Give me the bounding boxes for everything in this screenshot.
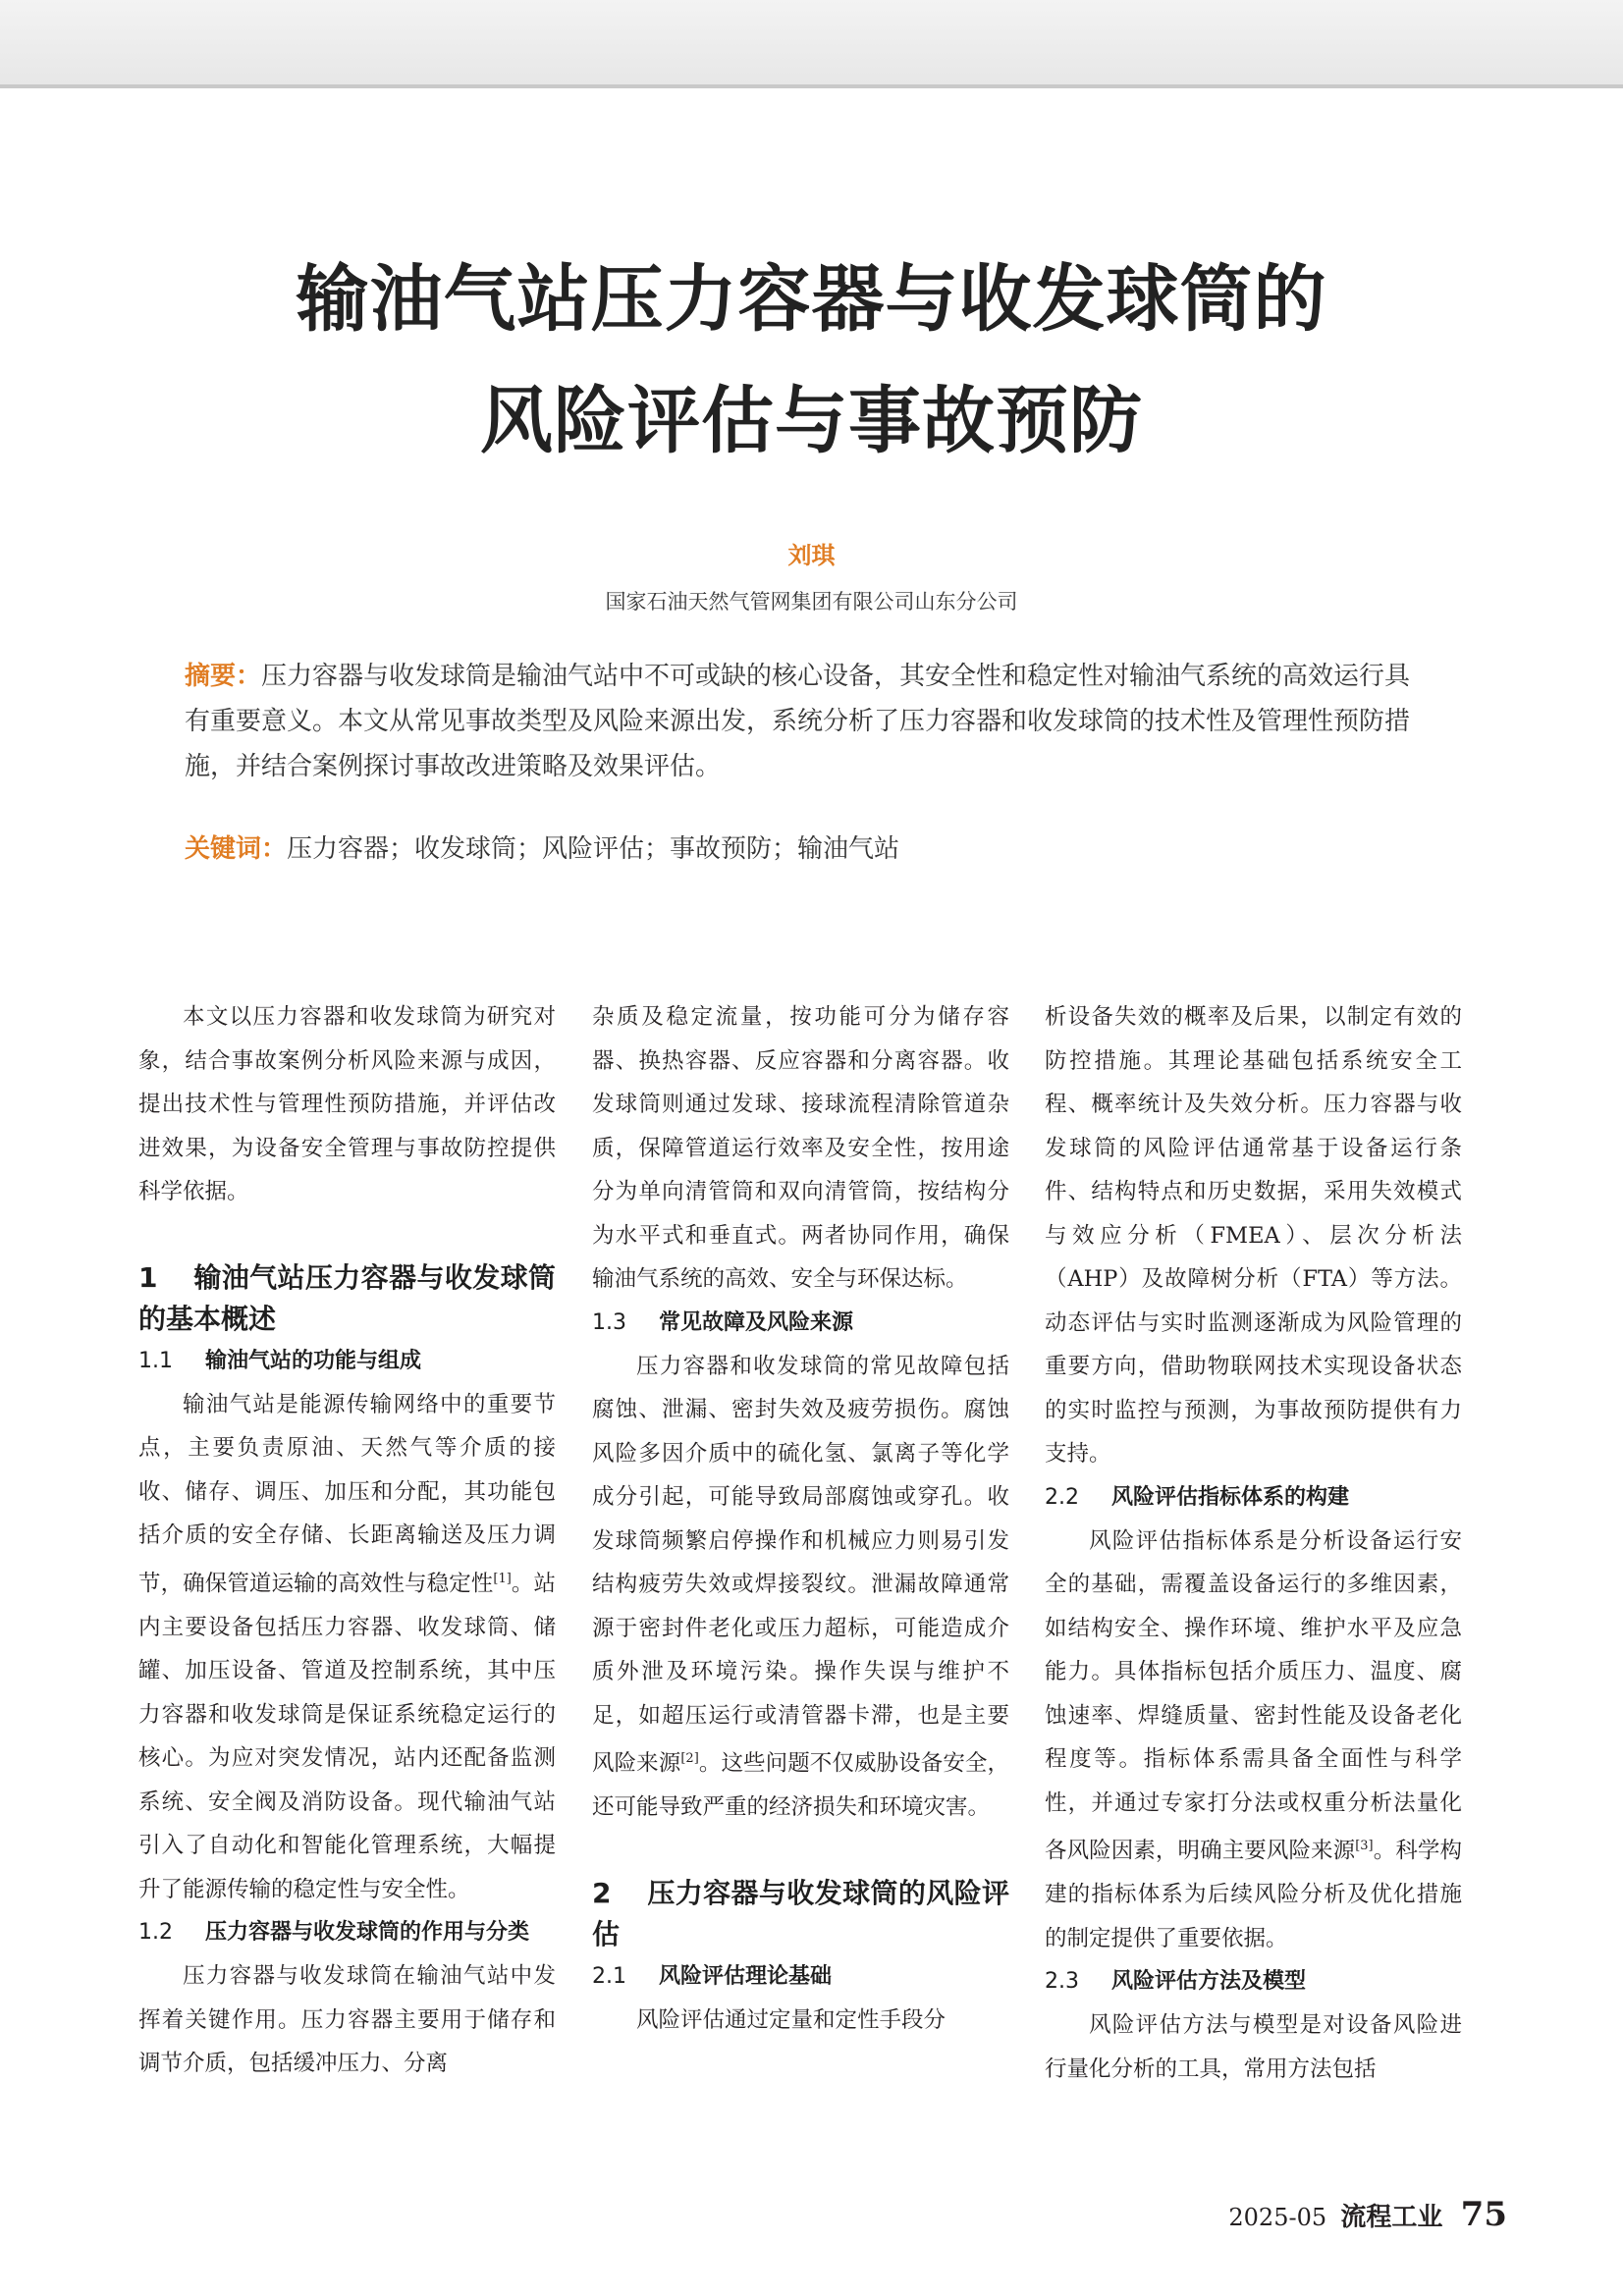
subsection-number: 2.3 (1045, 1969, 1079, 1994)
subsection-title: 输油气站的功能与组成 (205, 1348, 422, 1373)
section-1-heading (138, 1257, 556, 1340)
subsection-number: 2.2 (1045, 1484, 1079, 1510)
citation-ref: [2] (680, 1751, 699, 1766)
section-number: 2 (592, 1876, 612, 1909)
subsection-title: 压力容器与收发球筒的作用与分类 (205, 1920, 530, 1945)
body-column-3 (1045, 995, 1462, 2091)
paragraph-2-1-continued: 析设备失效的概率及后果，以制定有效的防控措施。其理论基础包括系统安全工程、概率统计及失效分析。压力容器与收发球筒的风险评估通常基于设备运行条件、结构特点和历史数据，采用失效模式与效应分析（FMEA）、层次分析法（AHP）及故障树分析（FTA）等方法。动态评估与实时监测逐渐成为风险管理的重要方向，借助物联网技术实现设备状态的实时监控与预测，为事故预防提供有力支持。 (1045, 1004, 1462, 1467)
subsection-number: 2.1 (592, 1963, 626, 1989)
article-title-line-1: 输油气站压力容器与收发球筒的 (296, 257, 1327, 342)
paragraph-text: 。站内主要设备包括压力容器、收发球筒、储罐、加压设备、管道及控制系统，其中压力容器和收发球筒是保证系统稳定运行的核心。为应对突发情况，站内还配备监测系统、安全阀及消防设备。现代输油气站引入了自动化和智能化管理系统，大幅提升了能源传输的稳定性与安全性。 (138, 1571, 556, 1902)
issue-date: 2025-05 (1228, 2204, 1327, 2231)
page-footer (1228, 2195, 1507, 2234)
subsection-2-3-heading (1045, 1960, 1462, 2003)
subsection-2-1-heading (592, 1955, 1009, 1999)
subsection-number: 1.3 (592, 1309, 626, 1335)
section-title: 压力容器与收发球筒的风险评估 (592, 1876, 1009, 1950)
paragraph-2-3: 风险评估方法与模型是对设备风险进行量化分析的工具，常用方法包括 (1045, 2012, 1462, 2082)
paragraph-1-3 (592, 1345, 1009, 1830)
paragraph-2-2 (1045, 1520, 1462, 1961)
article-title-line-2: 风险评估与事故预防 (480, 379, 1143, 463)
subsection-1-1-heading (138, 1340, 556, 1383)
author-affiliation: 国家石油天然气管网集团有限公司山东分公司 (605, 590, 1018, 614)
subsection-2-2-heading (1045, 1476, 1462, 1520)
paragraph-1-2: 压力容器与收发球筒在输油气站中发挥着关键作用。压力容器主要用于储存和调节介质，包括缓冲压力、分离 (138, 1963, 556, 2076)
abstract (185, 654, 1430, 789)
paragraph-text: 压力容器和收发球筒的常见故障包括腐蚀、泄漏、密封失效及疲劳损伤。腐蚀风险多因介质中的硫化氢、氯离子等化学成分引起，可能导致局部腐蚀或穿孔。收发球筒频繁启停操作和机械应力则易引发结构疲劳失效或焊接裂纹。泄漏故障通常源于密封件老化或压力超标，可能造成介质外泄及环境污染。操作失误与维护不足，如超压运行或清管器卡滞，也是主要风险来源 (592, 1353, 1009, 1777)
paragraph-text: 。科学构建的指标体系为后续风险分析及优化措施的制定提供了重要依据。 (1045, 1838, 1462, 1951)
section-2-heading (592, 1873, 1009, 1955)
paragraph-1-1 (138, 1383, 556, 1912)
page-top-bar (0, 0, 1623, 88)
paragraph-text: 。这些问题不仅威胁设备安全，还可能导致严重的经济损失和环境灾害。 (592, 1750, 1009, 1820)
citation-ref: [1] (493, 1571, 512, 1586)
subsection-1-3-heading (592, 1302, 1009, 1345)
subsection-title: 常见故障及风险来源 (659, 1309, 854, 1335)
abstract-text: 压力容器与收发球筒是输油气站中不可或缺的核心设备，其安全性和稳定性对输油气系统的高效运行具有重要意义。本文从常见事故类型及风险来源出发，系统分析了压力容器和收发球筒的技术性及管理性预防措施，并结合案例探讨事故改进策略及效果评估。 (185, 662, 1411, 781)
author-name: 刘琪 (787, 542, 836, 569)
journal-name: 流程工业 (1340, 2203, 1443, 2232)
subsection-title: 风险评估理论基础 (659, 1963, 833, 1989)
subsection-number: 1.1 (138, 1348, 173, 1373)
abstract-label: 摘要： (185, 662, 262, 691)
subsection-title: 风险评估方法及模型 (1111, 1969, 1307, 1994)
intro-paragraph: 本文以压力容器和收发球筒为研究对象，结合事故案例分析风险来源与成因，提出技术性与管理性预防措施，并评估改进效果，为设备安全管理与事故防控提供科学依据。 (138, 1004, 556, 1204)
paragraph-text: 风险评估指标体系是分析设备运行安全的基础，需覆盖设备运行的多维因素，如结构安全、操作环境、维护水平及应急能力。具体指标包括介质压力、温度、腐蚀速率、焊缝质量、密封性能及设备老化程度等。指标体系需具备全面性与科学性，并通过专家打分法或权重分析法量化各风险因素，明确主要风险来源 (1045, 1527, 1462, 1864)
section-number: 1 (138, 1260, 158, 1294)
page-number: 75 (1460, 2195, 1507, 2234)
subsection-title: 风险评估指标体系的构建 (1111, 1484, 1350, 1510)
keywords (185, 827, 1430, 872)
subsection-1-2-heading (138, 1911, 556, 1954)
section-title: 输油气站压力容器与收发球筒的基本概述 (138, 1260, 556, 1335)
body-column-1 (138, 995, 556, 2086)
paragraph-2-1: 风险评估通过定量和定性手段分 (636, 2006, 947, 2033)
citation-ref: [3] (1355, 1839, 1374, 1853)
keywords-label: 关键词： (185, 834, 288, 864)
keywords-text: 压力容器；收发球筒；风险评估；事故预防；输油气站 (287, 834, 900, 864)
body-column-2 (592, 995, 1009, 2042)
subsection-number: 1.2 (138, 1920, 173, 1945)
paragraph-text: 输油气站是能源传输网络中的重要节点，主要负责原油、天然气等介质的接收、储存、调压、加压和分配，其功能包括介质的安全存储、长距离输送及压力调节，确保管道运输的高效性与稳定性 (138, 1391, 556, 1596)
paragraph-1-2-continued: 杂质及稳定流量，按功能可分为储存容器、换热容器、反应容器和分离容器。收发球筒则通过发球、接球流程清除管道杂质，保障管道运行效率及安全性，按用途分为单向清管筒和双向清管筒，按结构分为水平式和垂直式。两者协同作用，确保输油气系统的高效、安全与环保达标。 (592, 1004, 1009, 1292)
